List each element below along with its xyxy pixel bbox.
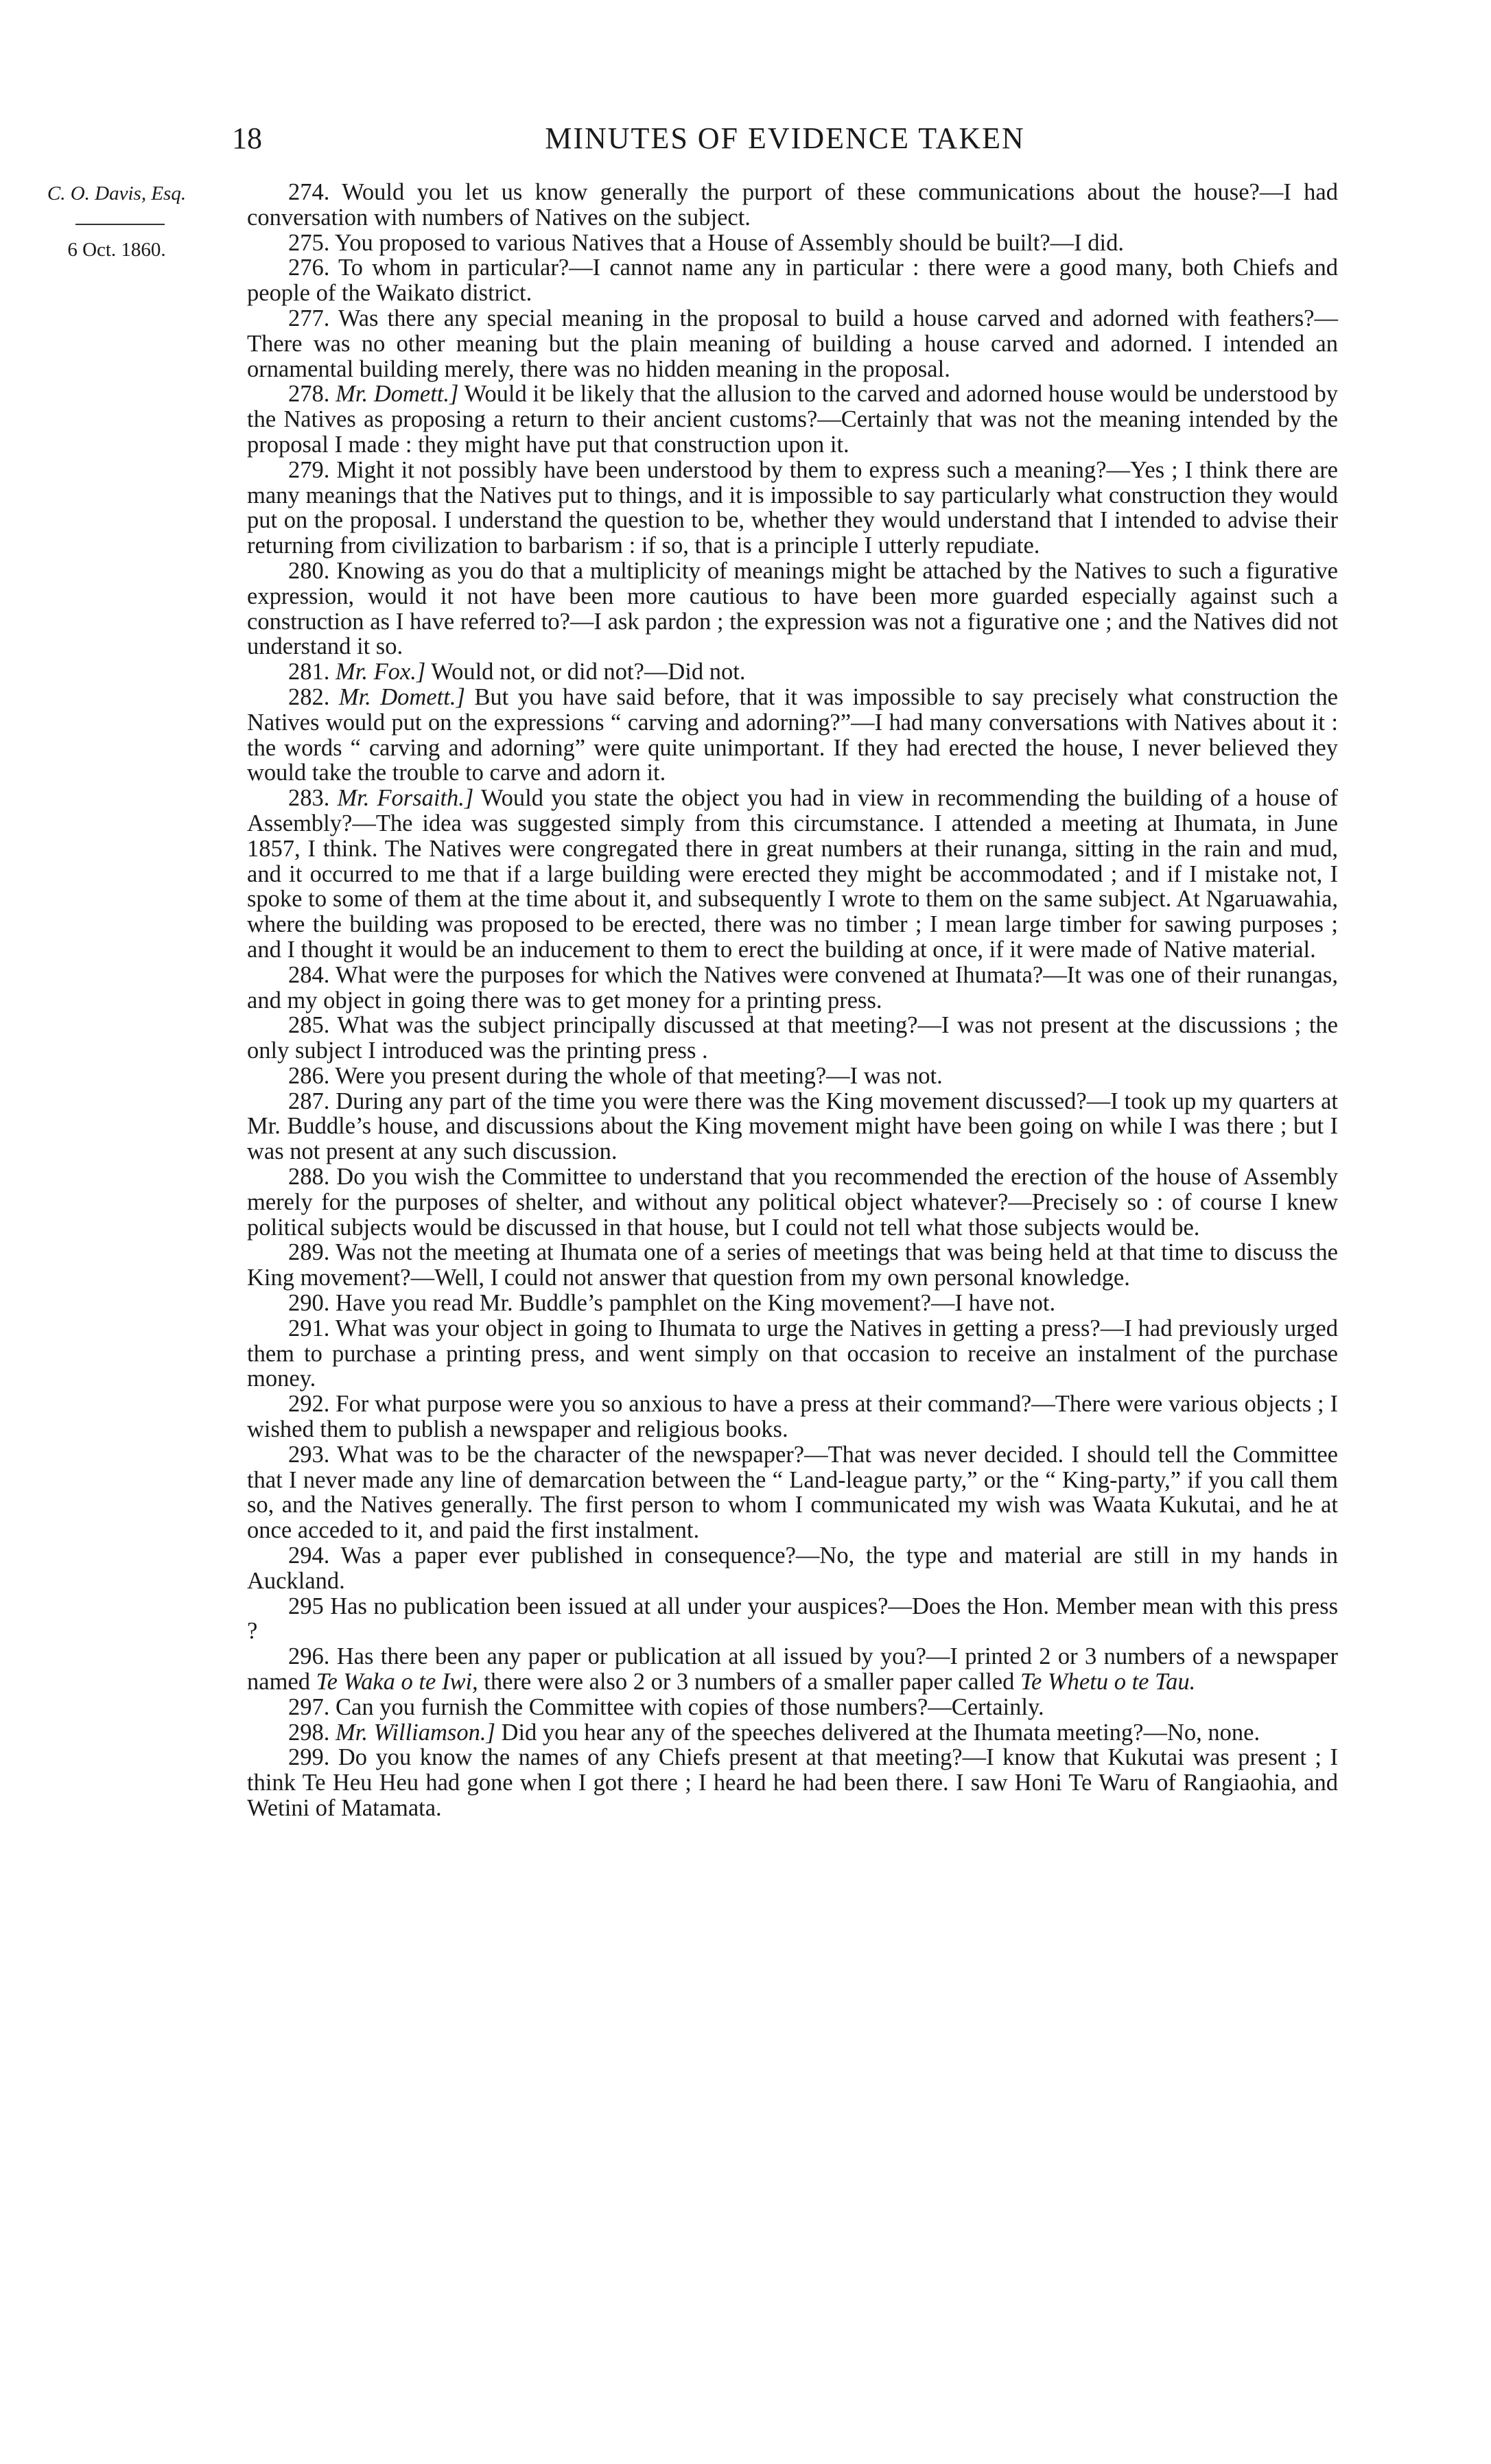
question-278: 278. Mr. Domett.] Would it be likely that the allusion to the carved and adorned house would be understood by the Natives as proposing a return to their ancient customs?—Certainly that was not the meaning intended by the proposal I made : they might have put that construction upon it.: [247, 381, 1338, 458]
question-277: 277. Was there any special meaning in the proposal to build a house carved and adorned with feathers?—There was no other meaning but the plain meaning of building a house carved and adorned. I intended an ornamental building merely, there was no hidden meaning in the proposal.: [247, 305, 1338, 382]
speaker: Mr. Forsaith.]: [337, 785, 474, 812]
speaker: Mr. Fox.]: [336, 659, 426, 685]
question-295: 295 Has no publication been issued at all under your auspices?—Does the Hon. Member mean with this press ?: [247, 1593, 1338, 1645]
question-293: 293. What was to be the character of the newspaper?—That was never decided. I should tell the Committee that I never made any line of demarcation between the “ Land-league party,” or the “ King-party,” if you call them so, and the Natives generally. The first person to whom I communicated my wish was Waata Kukutai, and he at once acceded to it, and paid the first instalment.: [247, 1441, 1338, 1544]
question-279: 279. Might it not possibly have been understood by them to express such a meaning?—Yes ; I think there are many meanings that the Natives put to things, and it is impossible to say particularly what construction they would put on the proposal. I understand the question to be, whether they would understand that I intended to advise their returning from civilization to barbarism : if so, that is a principle I utterly repudiate.: [247, 456, 1338, 559]
question-276: 276. To whom in particular?—I cannot name any in particular : there were a good many, both Chiefs and people of the Waikato district.: [247, 255, 1338, 307]
question-282: 282. Mr. Domett.] But you have said before, that it was impossible to say precisely what construction the Natives would put on the expressions “ carving and adorning?”—I had many conversations with Natives about it : the words “ carving and adorning” were quite unimportant. If they had erected the house, I never believed they would take the trouble to carve and adorn it.: [247, 683, 1338, 786]
newspaper-title: Te Whetu o te Tau.: [1020, 1669, 1196, 1696]
question-298: 298. Mr. Williamson.] Did you hear any of the speeches delivered at the Ihumata meeting?—No, none.: [288, 1719, 1260, 1746]
evidence-date: 6 Oct. 1860.: [67, 239, 166, 261]
question-297: 297. Can you furnish the Committee with copies of those numbers?—Certainly.: [288, 1693, 1044, 1720]
witness-name: C. O. Davis, Esq.: [47, 183, 187, 204]
question-288: 288. Do you wish the Committee to understand that you recommended the erection of the house of Assembly merely for the purposes of shelter, and without any political object whatever?—Precisely so : of course I knew political subjects would be discussed in that house, but I could not tell what those subjects would be.: [247, 1164, 1338, 1241]
question-294: 294. Was a paper ever published in consequence?—No, the type and material are still in my hands in Auckland.: [247, 1542, 1338, 1594]
margin-rule: [75, 224, 165, 225]
question-281: 281. Mr. Fox.] Would not, or did not?—Did not.: [288, 659, 746, 685]
question-275: 275. You proposed to various Natives that a House of Assembly should be built?—I did.: [288, 229, 1124, 256]
question-274: 274. Would you let us know generally the purport of these communications about the house?—I had conversation with numbers of Natives on the subject.: [247, 179, 1338, 231]
question-287: 287. During any part of the time you were there was the King movement discussed?—I took up my quarters at Mr. Buddle’s house, and discussions about the King movement might have been going on while I was there ; but I was not present at any such discussion.: [247, 1088, 1338, 1165]
speaker: Mr. Williamson.]: [336, 1719, 495, 1746]
newspaper-title: Te Waka o te Iwi,: [316, 1669, 478, 1696]
page-header: [232, 118, 1338, 159]
page-number: 18: [232, 121, 262, 155]
speaker: Mr. Domett.]: [336, 381, 459, 408]
question-289: 289. Was not the meeting at Ihumata one of a series of meetings that was being held at that time to discuss the King movement?—Well, I could not answer that question from my own personal knowledge.: [247, 1239, 1338, 1291]
question-280: 280. Knowing as you do that a multiplicity of meanings might be attached by the Natives to such a figurative expression, would it not have been more cautious to have been more guarded especially against such a construction as I have referred to?—I ask pardon ; the expression was not a figurative one ; and the Natives did not understand it so.: [247, 557, 1338, 660]
question-292: 292. For what purpose were you so anxious to have a press at their command?—There were various objects ; I wished them to publish a newspaper and religious books.: [247, 1391, 1339, 1443]
speaker: Mr. Domett.]: [338, 683, 465, 710]
question-283: 283. Mr. Forsaith.] Would you state the object you had in view in recommending the building of a house of Assembly?—The idea was suggested simply from this circumstance. I attended a meeting at Ihumata, in June 1857, I think. The Natives were congregated there in great numbers at their runanga, sitting in the rain and mud, and it occurred to me that if a large building were erected they might be accommodated ; and if I mistake not, I spoke to some of them at the time about it, and subsequently I wrote to them on the same subject. At Ngaruawahia, where the building was proposed to be erected, there was no timber ; I mean large timber for sawing purposes ; and I thought it would be an inducement to them to erect the building at once, if it were made of Native material.: [247, 785, 1338, 963]
question-286: 286. Were you present during the whole of that meeting?—I was not.: [288, 1062, 943, 1089]
question-299: 299. Do you know the names of any Chiefs present at that meeting?—I know that Kukutai was present ; I think Te Heu Heu had gone when I got there ; I heard he had been there. I saw Honi Te Waru of Rangiaohia, and Wetini of Matamata.: [247, 1744, 1339, 1821]
page-title: MINUTES OF EVIDENCE TAKEN: [545, 121, 1025, 155]
evidence-body: [247, 180, 1338, 1821]
question-291: 291. What was your object in going to Ihumata to urge the Natives in getting a press?—I had previously urged them to purchase a printing press, and went simply on that occasion to receive an instalment of the purchase money.: [247, 1315, 1338, 1392]
question-285: 285. What was the subject principally discussed at that meeting?—I was not present at the discussions ; the only subject I introduced was the printing press .: [247, 1012, 1338, 1064]
question-284: 284. What were the purposes for which the Natives were convened at Ihumata?—It was one of their runangas, and my object in going there was to get money for a printing press.: [247, 961, 1338, 1013]
question-290: 290. Have you read Mr. Buddle’s pamphlet on the King movement?—I have not.: [288, 1290, 1056, 1317]
question-296: 296. Has there been any paper or publication at all issued by you?—I printed 2 or 3 numbers of a newspaper named Te Waka o te Iwi, there were also 2 or 3 numbers of a smaller paper called Te Whetu o te Tau.: [247, 1643, 1339, 1696]
